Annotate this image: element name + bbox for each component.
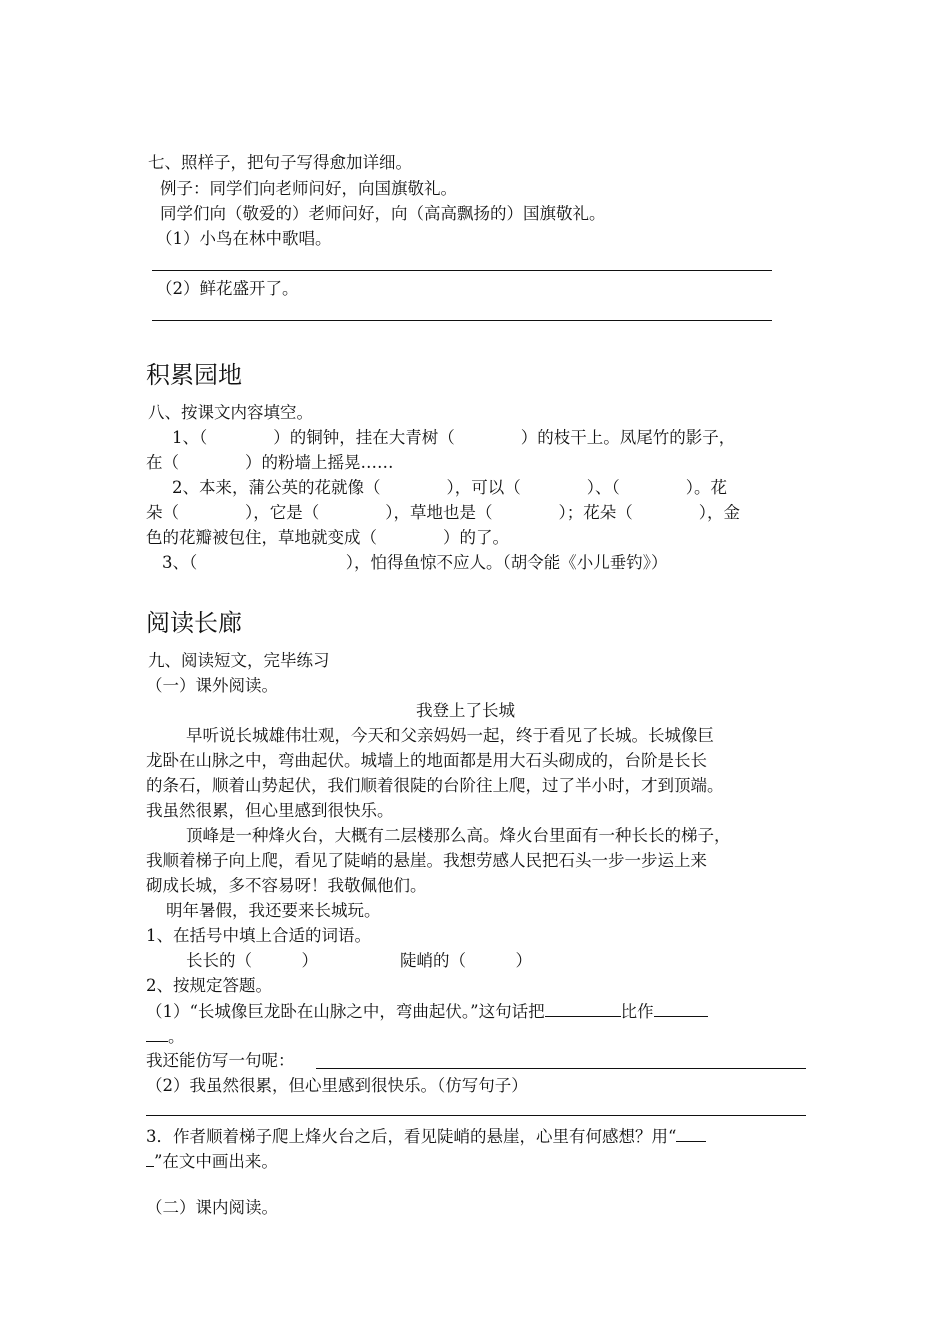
article-title: 我登上了长城 — [416, 701, 515, 720]
example-sentence: 例子：同学们向老师问好，向国旗敬礼。 — [160, 179, 457, 198]
answer-line-7-2[interactable] — [152, 320, 772, 321]
question-9-1-title: 1、在括号中填上合适的词语。 — [146, 926, 371, 945]
answer-line-9-2-2[interactable] — [146, 1115, 806, 1116]
section-9-title: 九、阅读短文，完毕练习 — [148, 651, 330, 670]
q-9-2-1-text: （1）“长城像巨龙卧在山脉之中，弯曲起伏。”这句话把 — [146, 1002, 545, 1021]
underline-marker — [676, 1125, 706, 1142]
question-9-2-2: （2）我虽然很累，但心里感到很快乐。（仿写句子） — [146, 1076, 528, 1095]
question-7-1: （1）小鸟在林中歌唱。 — [156, 229, 332, 248]
q-9-3-text-2: ”在文中画出来。 — [154, 1152, 278, 1171]
question-9-3-cont — [146, 1150, 278, 1173]
article-line: 的条石，顺着山势起伏，我们顺着很陡的台阶往上爬，过了半小时，才到顶端。 — [146, 776, 724, 795]
question-9-1-a: 长长的（ ） — [186, 951, 318, 970]
section-7-title: 七、照样子，把句子写得愈加详细。 — [148, 153, 412, 172]
section-heading-reading: 阅读长廊 — [146, 609, 242, 637]
imitate-label: 我还能仿写一句呢： — [146, 1051, 295, 1070]
question-9-3 — [146, 1125, 706, 1148]
article-line: 明年暑假，我还要来长城玩。 — [166, 901, 381, 920]
article-line: 顶峰是一种烽火台，大概有二层楼那么高。烽火台里面有一种长长的梯子， — [186, 826, 731, 845]
article-line: 早听说长城雄伟壮观，今天和父亲妈妈一起，终于看见了长城。长城像巨 — [186, 726, 714, 745]
subsection-extracurricular: （一）课外阅读。 — [146, 676, 278, 695]
q-9-2-1-period: 。 — [168, 1027, 185, 1046]
example-result: 同学们向（敬爱的）老师问好，向（高高飘扬的）国旗敬礼。 — [160, 204, 606, 223]
q-9-3-text: 3．作者顺着梯子爬上烽火台之后，看见陡峭的悬崖，心里有何感想？用“ — [146, 1127, 677, 1146]
section-heading-accumulation: 积累园地 — [146, 361, 242, 389]
blank-metaphor-object-cont[interactable] — [146, 1025, 168, 1042]
article-line: 我顺着梯子向上爬，看见了陡峭的悬崖。我想劳感人民把石头一步一步运上来 — [146, 851, 707, 870]
fill-line-5: 色的花瓣被包住，草地就变成（ ）的了。 — [146, 528, 509, 547]
question-9-2-1 — [146, 1000, 708, 1023]
q-9-2-1-text-2: 比作 — [620, 1002, 654, 1021]
blank-metaphor-subject[interactable] — [545, 1000, 621, 1017]
article-line: 龙卧在山脉之中，弯曲起伏。城墙上的地面都是用大石头砌成的，台阶是长长 — [146, 751, 707, 770]
blank-metaphor-object[interactable] — [654, 1000, 708, 1017]
answer-line-imitate[interactable] — [316, 1068, 806, 1069]
fill-line-4: 朵（ ），它是（ ），草地也是（ ）；花朵（ ），金 — [146, 503, 740, 522]
fill-line-3: 2、本来，蒲公英的花就像（ ），可以（ ）、（ ）。花 — [172, 478, 727, 497]
question-9-2-1-cont — [146, 1025, 185, 1048]
article-line: 我虽然很累，但心里感到很快乐。 — [146, 801, 394, 820]
underline-marker-cont — [146, 1150, 154, 1167]
question-9-1-b: 陡峭的（ ） — [400, 951, 532, 970]
article-line: 砌成长城，多不容易呀！我敬佩他们。 — [146, 876, 427, 895]
fill-line-2: 在（ ）的粉墙上摇晃…… — [146, 453, 394, 472]
question-7-2: （2）鲜花盛开了。 — [156, 279, 299, 298]
subsection-in-class: （二）课内阅读。 — [146, 1198, 278, 1217]
question-9-2-title: 2、按规定答题。 — [146, 976, 272, 995]
answer-line-7-1[interactable] — [152, 270, 772, 271]
fill-line-1: 1、（ ）的铜钟，挂在大青树（ ）的枝干上。凤尾竹的影子， — [172, 428, 736, 447]
section-8-title: 八、按课文内容填空。 — [148, 403, 313, 422]
fill-line-6: 3、（ ），怕得鱼惊不应人。（胡令能《小儿垂钓》） — [162, 553, 668, 572]
